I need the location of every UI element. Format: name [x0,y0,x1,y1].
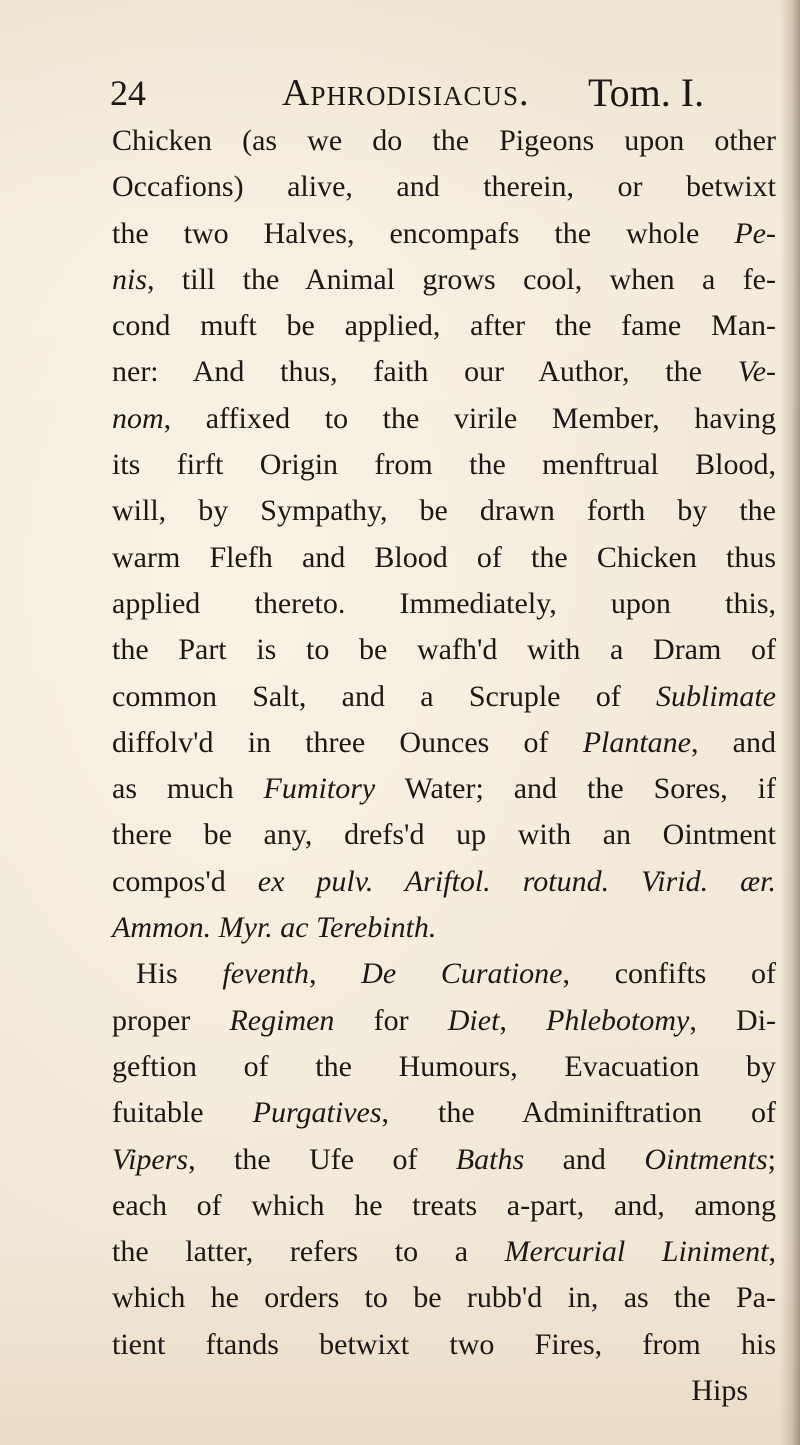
text-run: diffolv'd in three Ounces of [112,725,583,759]
text-run: geftion of the Humours, Evacuation by [112,1049,776,1083]
text-line [112,1090,776,1136]
text-line [112,1044,776,1090]
text-run: compos'd [112,864,258,898]
text-line [112,535,776,581]
text-run: its firft Origin from the menftrual Blood, [112,448,776,482]
text-line [112,1229,776,1275]
text-run: common Salt, and a Scruple of [112,679,656,713]
italic-text: Plantane [582,725,691,759]
body-text [112,118,776,1414]
text-line [112,812,776,858]
italic-text: Baths [455,1142,525,1176]
italic-text: Diet [447,1003,500,1037]
text-line [112,1322,776,1368]
italic-text: Vipers [112,1142,189,1176]
running-head [110,68,790,118]
text-run: His [136,957,223,991]
text-run: there be any, drefs'd up with an Ointment [112,818,776,852]
italic-text: ex pulv. Ariftol. rotund. Virid. ær. [257,864,776,898]
italic-text: nom [112,401,164,435]
text-run: the Part is to be wafh'd with a Dram of [112,633,776,667]
italic-text: feventh [222,957,309,991]
page-edge-shadow [780,0,800,1445]
page-number: 24 [110,73,146,113]
text-line [112,1368,776,1414]
italic-text: Sublimate [656,679,776,713]
text-line [112,396,776,442]
italic-text: nis [112,262,148,296]
text-run: , [768,1235,776,1269]
italic-text: Pe- [734,216,776,250]
text-line [112,1275,776,1321]
text-run: and [524,1142,645,1176]
text-line [112,720,776,766]
text-line [112,118,776,164]
text-run: , the Adminiftration of [381,1096,776,1130]
text-run: warm Flefh and Blood of the Chicken thus [112,540,776,574]
text-run: Hips [691,1374,748,1408]
text-line [112,303,776,349]
text-run: the two Halves, encompafs the whole [112,216,735,250]
text-line [112,766,776,812]
text-run: , Di- [689,1003,777,1037]
text-line [112,1137,776,1183]
tome-label: Tom. I. [588,70,705,115]
text-run: as much [112,772,264,806]
text-run: Chicken (as we do the Pigeons upon other [112,124,776,157]
text-run: proper [112,1003,230,1037]
text-run: which he orders to be rubb'd in, as the Pa- [112,1281,776,1315]
text-line [112,1183,776,1229]
text-line [112,998,776,1044]
text-run: , the Ufe of [188,1142,456,1176]
text-line [112,674,776,720]
text-run: Water; and the Sores, if [375,772,777,806]
italic-text: Purgatives [252,1096,382,1130]
text-run: , [308,957,362,991]
text-line [112,488,776,534]
text-run: ; [767,1142,776,1176]
text-line [112,442,776,488]
text-run: , confifts of [562,957,777,991]
text-line [112,164,776,210]
italic-text: Ve- [737,355,776,389]
text-line [112,211,776,257]
italic-text: Regimen [229,1003,335,1037]
text-run: ner: And thus, faith our Author, the [112,355,738,389]
text-line [112,257,776,303]
text-run: , affixed to the virile Member, having [163,401,776,435]
italic-text: Mercurial Liniment [504,1235,769,1269]
text-line [112,581,776,627]
text-run: , till the Animal grows cool, when a fe- [147,262,776,296]
italic-text: Phlebotomy [546,1003,690,1037]
italic-text: Ammon. Myr. ac Terebinth. [112,911,437,945]
text-run: for [334,1003,448,1037]
text-line [112,905,776,951]
text-line [112,859,776,905]
italic-text: Ointments [644,1142,768,1176]
running-title: Aphrodisiacus. [282,72,530,114]
text-run: applied thereto. Immediately, upon this, [112,586,776,620]
italic-text: De Curatione [361,957,563,991]
text-run: cond muft be applied, after the fame Man- [112,309,776,343]
text-run: fuitable [112,1096,253,1130]
text-line [112,951,776,997]
text-run: Occafions) alive, and therein, or betwixt [112,170,776,204]
text-line [112,627,776,673]
text-run: , and [691,725,776,759]
text-run: , [499,1003,547,1037]
text-line [112,349,776,395]
text-run: the latter, refers to a [112,1235,505,1269]
text-run: will, by Sympathy, be drawn forth by the [112,494,776,528]
italic-text: Fumitory [263,772,376,806]
text-run: tient ftands betwixt two Fires, from his [112,1327,776,1361]
text-run: each of which he treats a-part, and, among [112,1188,776,1222]
